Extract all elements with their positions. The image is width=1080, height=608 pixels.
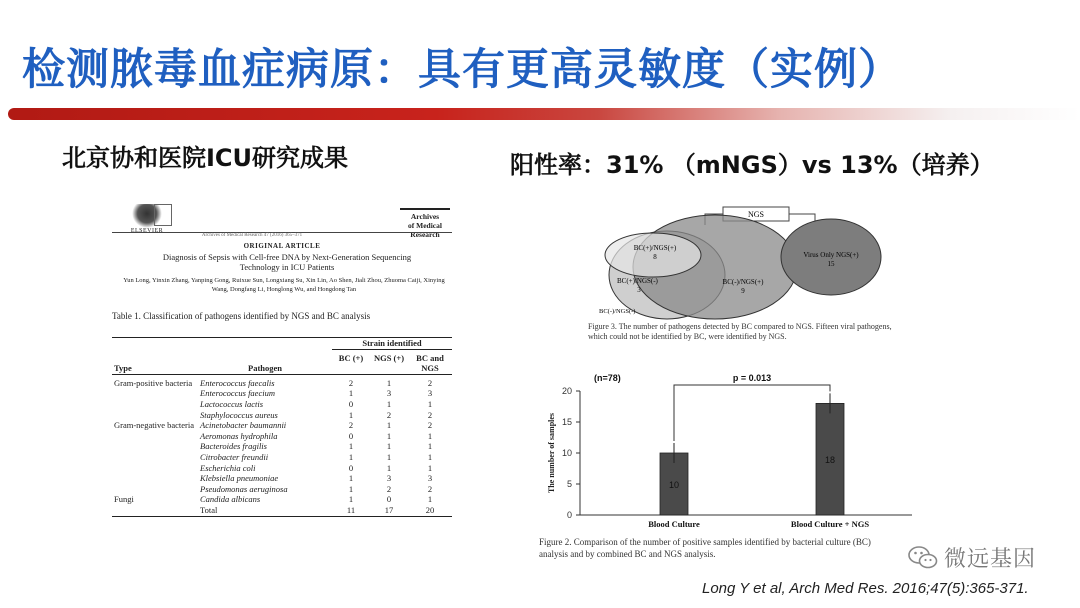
table-cell-type: Gram-negative bacteria — [114, 420, 194, 431]
title-underline-bar — [8, 108, 1080, 120]
column-header: Pathogen — [248, 363, 282, 374]
venn-value: 15 — [827, 260, 835, 268]
table-cell-bc: 1 — [348, 451, 354, 462]
venn-value: 9 — [741, 287, 745, 295]
y-tick-label: 0 — [566, 510, 572, 520]
table-cell-ngs: 1 — [386, 430, 392, 441]
strain-group-header: Strain identified — [332, 338, 452, 350]
table-cell-pathogen: Lactococcus lactis — [200, 398, 264, 409]
table-cell-type — [112, 388, 198, 399]
table-cell-pathogen: Candida albicans — [200, 494, 261, 505]
figure3-caption: Figure 3. The number of pathogens detected by BC compared to NGS. Fifteen viral pathogens, which could not be identified by BC, were identified by NGS. — [588, 322, 892, 341]
subtitle-positive-rate: 阳性率：31% （mNGS）vs 13%（培养） — [510, 151, 994, 179]
table-cell-type — [112, 410, 198, 421]
bar-data-label: 18 — [824, 455, 836, 466]
table-cell-ngs: 2 — [386, 483, 392, 494]
y-axis-label: The number of samples — [547, 412, 556, 494]
table-cell-pathogen: Acinetobacter baumannii — [200, 420, 287, 431]
table-cell-both: 1 — [427, 441, 433, 452]
table-cell-type — [112, 399, 198, 410]
table-cell-pathogen: Escherichia coli — [200, 462, 256, 473]
table-cell-ngs: 0 — [386, 494, 392, 505]
column-header: BC (+) — [338, 352, 364, 363]
article-type: ORIGINAL ARTICLE — [243, 242, 321, 250]
table-cell-bc: 1 — [348, 441, 354, 452]
table-cell-pathogen: Bacteroides fragilis — [200, 441, 267, 452]
table-cell-both: 2 — [427, 420, 433, 431]
table-cell-bc: 1 — [348, 409, 354, 420]
column-header: BC and NGS — [416, 352, 444, 374]
table-cell-type — [112, 505, 198, 516]
venn-top-label: NGS — [747, 210, 765, 219]
table-row — [112, 473, 452, 484]
y-tick-label: 20 — [561, 386, 572, 396]
sample-size-annotation: (n=78) — [594, 373, 621, 383]
table-cell-bc: 11 — [346, 504, 356, 515]
journal-name: Archives of Medical Research — [400, 208, 450, 239]
venn-value: 3 — [637, 286, 641, 294]
y-tick-label: 10 — [561, 448, 572, 458]
x-category-label: Blood Culture + NGS — [790, 519, 870, 529]
table-row — [112, 463, 452, 474]
table-row — [112, 388, 452, 399]
table-row — [112, 374, 452, 388]
table-cell-both: 3 — [427, 473, 433, 484]
figure2-caption: Figure 2. Comparison of the number of positive samples identified by bacterial culture (BC) analysis and by combined BC and NGS analysis. — [539, 537, 871, 559]
x-category-label: Blood Culture — [648, 519, 700, 529]
article-title: Diagnosis of Sepsis with Cell-free DNA by Next-Generation Sequencing Technology in ICU Patients — [162, 252, 412, 272]
table-cell-type — [112, 431, 198, 442]
table-cell-pathogen: Aeromonas hydrophila — [200, 430, 278, 441]
table-cell-type: Gram-positive bacteria — [114, 377, 193, 388]
table-cell-ngs: 1 — [386, 420, 392, 431]
table-cell-type — [112, 484, 198, 495]
table-cell-ngs: 1 — [386, 441, 392, 452]
bar-chart — [540, 365, 920, 545]
table-cell-both: 1 — [427, 462, 433, 473]
table-cell-both: 2 — [427, 483, 433, 494]
watermark-text: 微远基因 — [944, 547, 1037, 572]
table-cell-bc: 1 — [348, 473, 354, 484]
p-value-annotation: p = 0.013 — [732, 373, 772, 383]
table-cell-bc: 1 — [348, 494, 354, 505]
table-cell-ngs: 1 — [386, 398, 392, 409]
table-cell-pathogen: Klebsiella pneumoniae — [200, 473, 279, 484]
table-cell-both: 1 — [427, 430, 433, 441]
column-header: Type — [114, 363, 132, 374]
table-caption: Table 1. Classification of pathogens identified by NGS and BC analysis — [112, 311, 371, 321]
table-cell-both: 1 — [427, 494, 433, 505]
venn-label: Virus Only NGS(+) — [803, 251, 859, 259]
subtitle-institution: 北京协和医院ICU研究成果 — [62, 144, 349, 172]
table-cell-pathogen: Enterococcus faecium — [200, 388, 275, 399]
table-row — [112, 399, 452, 410]
table-cell-bc: 0 — [348, 430, 354, 441]
table-cell-type — [112, 473, 198, 484]
article-authors: Yun Long, Yinxin Zhang, Yanping Gong, Ruixue Sun, Longxiang Su, Xin Lin, Ao Shen, Jiali Zhou, Zhuoma Caiji, Xinying Wang, Dongfang Li, Honglong Wu, and Hongdong Tan — [123, 277, 445, 293]
venn-value: 8 — [653, 253, 657, 261]
table-cell-both: 1 — [427, 398, 433, 409]
table-cell-type: Fungi — [114, 494, 134, 505]
reference-citation: Long Y et al, Arch Med Res. 2016;47(5):365-371. — [702, 580, 1029, 597]
publisher-name: ELSEVIER — [130, 228, 164, 234]
table-row — [112, 441, 452, 452]
table-row — [112, 505, 452, 516]
table-cell-bc: 0 — [348, 462, 354, 473]
table-cell-both: 1 — [427, 451, 433, 462]
table-row — [112, 494, 452, 505]
table-cell-type — [112, 463, 198, 474]
wechat-watermark — [908, 542, 1036, 573]
paper-citation: Archives of Medical Research 47 (2016) 365–371 — [201, 233, 303, 238]
table-row — [112, 452, 452, 463]
bar-data-label: 10 — [668, 480, 680, 490]
table-row — [112, 431, 452, 442]
wechat-icon — [908, 545, 938, 571]
y-tick-label: 15 — [561, 417, 572, 427]
journal-cover-icon — [154, 204, 172, 226]
y-tick-label: 5 — [566, 479, 572, 489]
venn-label: BC(-)/NGS(+) — [722, 278, 764, 286]
table-cell-pathogen: Citrobacter freundii — [200, 451, 269, 462]
table-row — [112, 420, 452, 431]
table-cell-bc: 1 — [348, 388, 354, 399]
venn-label: BC(+)/NGS(-) — [617, 277, 658, 285]
table-cell-both: 2 — [427, 409, 433, 420]
table-cell-bc: 0 — [348, 398, 354, 409]
table-row — [112, 484, 452, 495]
paper-excerpt — [112, 192, 452, 590]
significance-bracket — [674, 385, 830, 441]
table-cell-bc: 1 — [348, 483, 354, 494]
table-cell-pathogen: Total — [200, 504, 218, 515]
table-cell-ngs: 1 — [386, 462, 392, 473]
table-cell-ngs: 17 — [384, 504, 394, 515]
table-row — [112, 410, 452, 421]
table-cell-bc: 2 — [348, 377, 354, 388]
table-cell-both: 3 — [427, 388, 433, 399]
table-cell-type — [112, 441, 198, 452]
venn-label: BC(+)/NGS(+) — [633, 244, 677, 252]
pathogen-table — [112, 337, 452, 517]
table-cell-both: 2 — [427, 377, 433, 388]
table-cell-ngs: 3 — [386, 388, 392, 399]
table-cell-bc: 2 — [348, 420, 354, 431]
table-cell-ngs: 1 — [386, 377, 392, 388]
table-cell-both: 20 — [425, 504, 435, 515]
table-cell-type — [112, 452, 198, 463]
table-cell-pathogen: Staphylococcus aureus — [200, 409, 278, 420]
column-header: NGS (+) — [373, 352, 405, 363]
table-cell-pathogen: Enterococcus faecalis — [200, 377, 275, 388]
venn-label: BC(-)/NGS(-) — [599, 308, 636, 315]
table-cell-ngs: 1 — [386, 451, 392, 462]
table-cell-pathogen: Pseudomonas aeruginosa — [200, 483, 288, 494]
slide-title: 检测脓毒血症病原：具有更高灵敏度（实例） — [22, 45, 902, 95]
table-cell-ngs: 2 — [386, 409, 392, 420]
table-cell-ngs: 3 — [386, 473, 392, 484]
